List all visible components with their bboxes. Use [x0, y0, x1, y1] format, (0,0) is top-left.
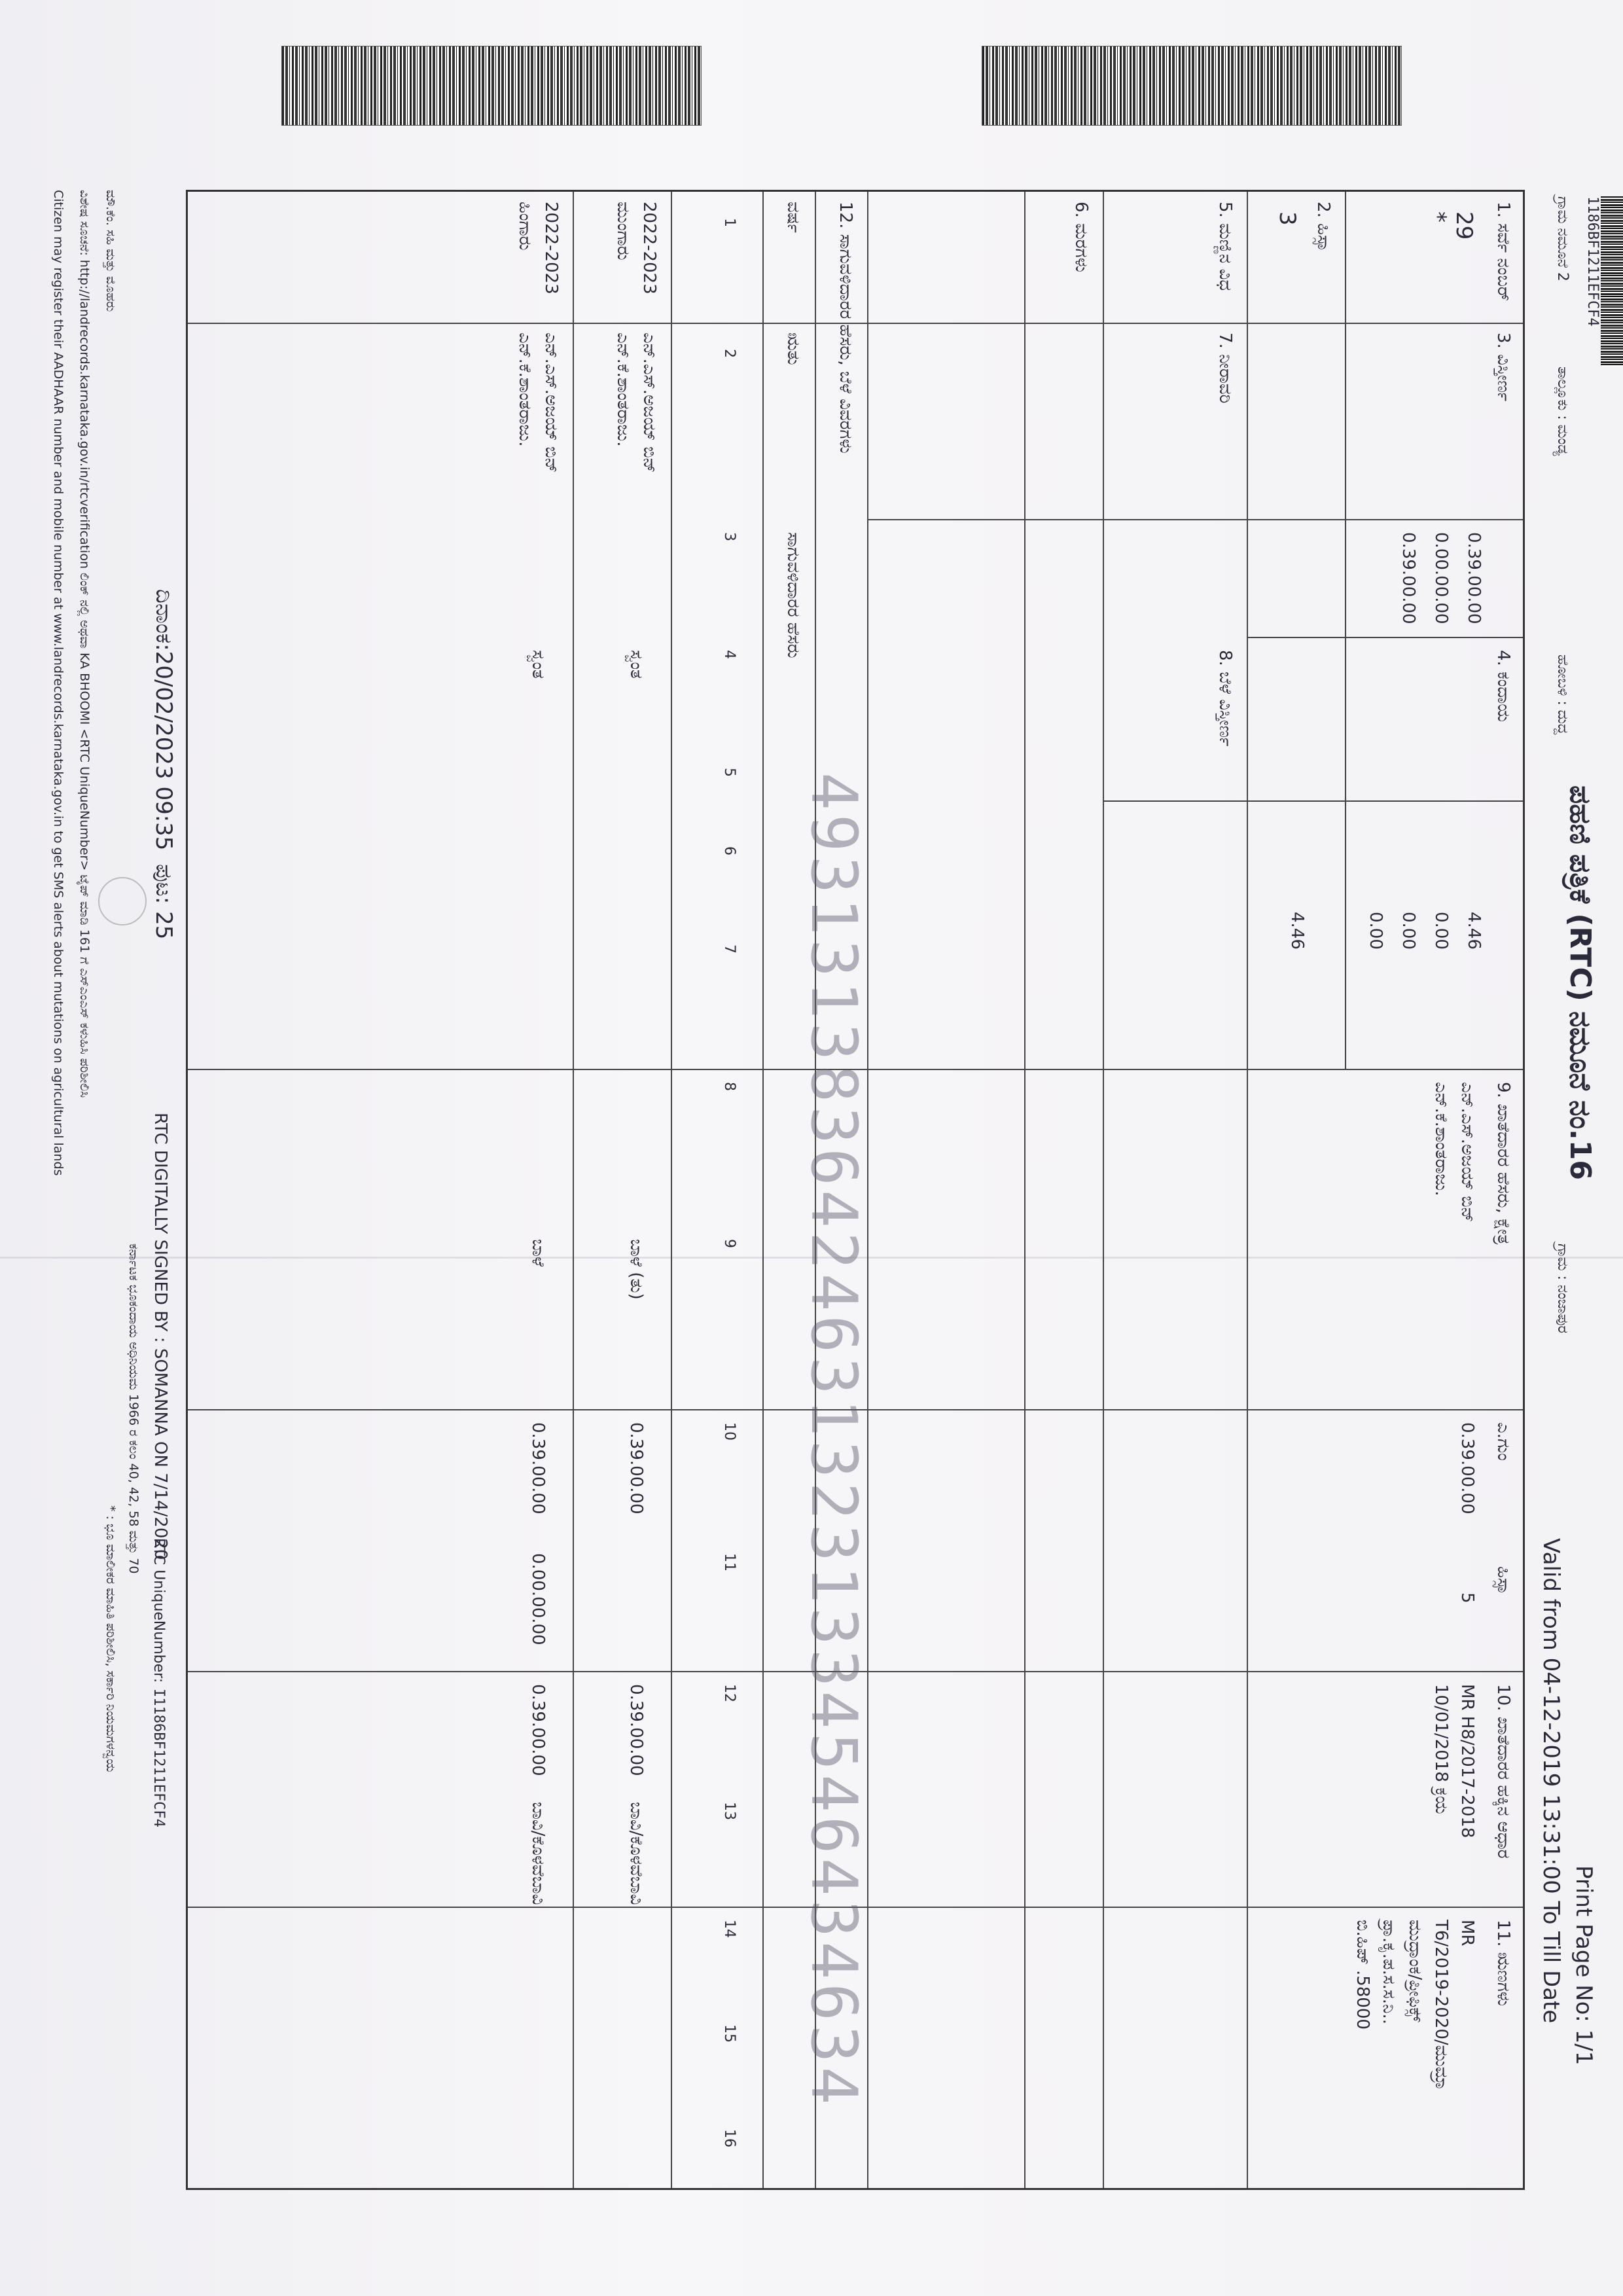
form-number: ಗ್ರಾಮ ನಮೂನೆ 2 — [1554, 196, 1571, 281]
id-barcode — [1601, 196, 1623, 367]
col-num-16: 16 — [721, 2129, 738, 2147]
document-title: ಪಹಣಿ ಪತ್ರಿಕೆ (RTC) ನಮೂನೆ ನಂ.16 — [1563, 785, 1597, 1180]
footer-page: ಪುಟ: 25 — [151, 864, 177, 940]
trees-label: 6. ಮರಗಳು — [1071, 202, 1091, 273]
footer-date: ದಿನಾಂಕ:20/02/2023 09:35 — [151, 589, 177, 851]
col-num-3: 3 — [721, 532, 738, 541]
tax-sum: 4.46 — [1287, 912, 1307, 950]
mutation-date: 10/01/2018 ಕ್ರಯ — [1431, 1684, 1451, 1814]
print-page-no: Print Page No: 1/1 — [1571, 1865, 1597, 2066]
col-num-15: 15 — [721, 2024, 738, 2043]
footer-unique-label: RTC UniqueNumber: — [151, 1538, 167, 1683]
footer-sms-en: Citizen may register their AADHAAR number and mobile number at www.landrecords.karnataka.gov.in to get SMS alerts about mutations on agricultural lands — [51, 190, 65, 1176]
row1-area: 0.39.00.00 — [626, 1422, 646, 1515]
watermark-number: 49313138364246313231334546434634 — [797, 772, 870, 2109]
col-num-8: 8 — [721, 1082, 738, 1091]
footer-sms-kn: ವಿಶೇಷ ಸೂಚನೆ: http://landrecords.karnataka.gov.in/rtcverification ಲಿಂಕ್ ನಲ್ಲಿ ಅಥವಾ KA BHOOMI <RTC UniqueNumber> ಟೈಪ್ ಮಾಡಿ 161 ಗೆ ಎಸ್ಎಂಎಸ್ ಕಳುಹಿಸಿ ಪರಿಶೀಲಿಸಿ — [77, 190, 92, 1098]
owner-name-2: ಎನ್.ಕೆ.ಶಾಂತರಾಜು. — [1431, 1082, 1451, 1196]
row2-name-1: ಎನ್.ಎಸ್.ಅಜಯ್ ಬಿನ್ — [541, 332, 561, 473]
hissa-value: 3 — [1274, 211, 1300, 226]
mutation-mr: MR H8/2017-2018 — [1457, 1684, 1477, 1839]
row2-season: ಹಿಂಗಾರು — [515, 202, 535, 251]
tax-total: 4.46 — [1464, 912, 1484, 950]
soil-label: 5. ಮಣ್ಣಿನ ವಿಧ — [1215, 202, 1235, 291]
area-balance: 0.39.00.00 — [1399, 532, 1418, 624]
col-num-7: 7 — [721, 944, 738, 954]
row1-source: ಬಾವಿ/ಕೊಳವೆಬಾವಿ — [626, 1802, 646, 1905]
crop-section-label: 12. ಸಾಗುವಳಿದಾರರ ಹೆಸರು, ಬೆಳೆ ವಿವರಗಳು — [836, 202, 855, 454]
row2-dry: 0.00.00.00 — [528, 1553, 548, 1645]
crop-area-label: 8. ಬೆಳೆ ವಿಸ್ತೀರ್ಣ — [1215, 650, 1235, 747]
tax-d: 0.00 — [1366, 912, 1385, 950]
owner-name-1: ಎನ್.ಎಸ್.ಅಜಯ್ ಬಿನ್ — [1457, 1082, 1477, 1223]
valid-from: Valid from 04-12-2019 13:31:00 To Till Date — [1538, 1538, 1564, 2024]
tax-c: 0.00 — [1399, 912, 1418, 950]
row1-type: ಸ್ವಂತ — [626, 650, 646, 679]
owner-section-label: 9. ಖಾತೆದಾರರ ಹೆಸರು, ಕ್ಷೇತ್ರ — [1493, 1082, 1513, 1245]
survey-star: * — [1425, 211, 1451, 223]
row2-type: ಸ್ವಂತ — [528, 650, 548, 679]
col-num-13: 13 — [721, 1802, 738, 1820]
mutation-label: 10. ಖಾತೆದಾರರ ಹಕ್ಕಿನ ಆಧಾರ — [1493, 1684, 1513, 1859]
row1-name-1: ಎನ್.ಎಸ್.ಅಜಯ್ ಬಿನ್ — [639, 332, 659, 473]
village-label: ಗ್ರಾಮ : ನಂಜಾಪುರ — [1554, 1244, 1571, 1334]
survey-no: 29 — [1451, 211, 1477, 240]
area-label: 3. ವಿಸ್ತೀರ್ಣ — [1493, 332, 1513, 402]
row2-source: ಬಾವಿ/ಕೊಳವೆಬಾವಿ — [528, 1802, 548, 1905]
footer-star-note: * : ಭೂ ಮಾಲೀಕರ ಮಾಹಿತಿ ಪರಿಶೀಲಿಸಿ, ಸರ್ಕಾರಿ ನಿಯಮಗಳನ್ವಯ — [103, 1505, 118, 1772]
footer-signed: RTC DIGITALLY SIGNED BY : SOMANNA ON 7/14/2020 — [151, 1113, 170, 1560]
liabilities-bank: ಮುದ್ರಾಂಕ/ಪ್ರೀಫಿಕ್ಸ್ — [1405, 1920, 1425, 2022]
liabilities-label: 11. ಋಣಗಳು — [1493, 1920, 1513, 2007]
liabilities-amount: ಬಿ.ಹಿಪ್ .58000 — [1353, 1920, 1372, 2030]
col-num-6: 6 — [721, 846, 738, 855]
liabilities-mr: MR — [1457, 1920, 1477, 1946]
row1-season: ಮುಂಗಾರು — [613, 202, 633, 260]
row2-name-2: ಎನ್.ಕೆ.ಶಾಂತರಾಜು. — [515, 332, 535, 447]
row1-irrig: 0.39.00.00 — [626, 1684, 646, 1776]
area-total: 0.39.00.00 — [1464, 532, 1484, 624]
footer-note: ಮೌ.ಕೆಂ. ಸಹಿ ಮತ್ತು ಮೊಹರು — [103, 190, 118, 312]
col-num-4: 4 — [721, 650, 738, 659]
col-num-10: 10 — [721, 1422, 738, 1441]
row2-irrig: 0.39.00.00 — [528, 1684, 548, 1776]
col-num-1: 1 — [721, 218, 738, 227]
tax-label: 4. ಕಂದಾಯ — [1493, 650, 1513, 723]
crop-col-season: ಋತು — [783, 332, 803, 365]
col-num-2: 2 — [721, 349, 738, 358]
owner-col-area: ಎ.ಗುಂ — [1493, 1422, 1513, 1461]
hissa-label: 2. ಹಿಸ್ಸಾ — [1313, 202, 1333, 252]
col-num-11: 11 — [721, 1553, 738, 1571]
irrigation-label: 7. ನೀರಾವರಿ — [1215, 332, 1235, 404]
col-num-5: 5 — [721, 768, 738, 777]
col-num-14: 14 — [721, 1920, 738, 1938]
footer-unique-no: I1186BF1211EFCF4 — [151, 1689, 167, 1827]
row1-crop: ಬಾಳೆ (ತು) — [626, 1239, 646, 1300]
tax-b: 0.00 — [1431, 912, 1451, 950]
row2-area: 0.39.00.00 — [528, 1422, 548, 1515]
owner-area: 0.39.00.00 — [1457, 1422, 1477, 1515]
footer-rule: ಕರ್ನಾಟಕ ಭೂಕಂದಾಯ ಅಧಿನಿಯಮ 1966 ರ ಕಲಂ 40, 42, 58 ಮತ್ತು 70 — [126, 1244, 141, 1574]
owner-col-hissa: ಹಿಸ್ಸಾ — [1493, 1566, 1513, 1595]
id-code: 1186BF1211EFCF4 — [1584, 196, 1601, 327]
taluk-label: ತಾಲ್ಲೂಕು : ಮಂಡ್ಯ — [1554, 367, 1571, 456]
col-num-12: 12 — [721, 1684, 738, 1702]
owner-khata: 5 — [1457, 1592, 1477, 1604]
liabilities-ref: T6/2019-2020/ಮುಮ್ರಾ — [1431, 1920, 1451, 2090]
col-num-9: 9 — [721, 1239, 738, 1248]
row1-name-2: ಎನ್.ಕೆ.ಶಾಂತರಾಜು. — [613, 332, 633, 447]
liabilities-bank2: ಪ್ರಾ.ಕೃ.ಪ.ಸ.ಸ.ನಿ.. — [1379, 1920, 1399, 2024]
crop-col-year: ವರ್ಷ — [783, 202, 803, 233]
row2-year: 2022-2023 — [541, 202, 561, 295]
row2-crop: ಬಾಳೆ — [528, 1239, 548, 1267]
row1-year: 2022-2023 — [639, 202, 659, 295]
area-kharab: 0.00.00.00 — [1431, 532, 1451, 624]
hobli-label: ಹೋಬಳಿ : ದುದ್ದ — [1554, 655, 1571, 735]
survey-no-label: 1. ಸರ್ವೆ ನಂಬರ್ — [1493, 202, 1513, 302]
crop-col-cultivator: ಸಾಗುವಳಿದಾರರ ಹೆಸರು — [783, 532, 803, 658]
